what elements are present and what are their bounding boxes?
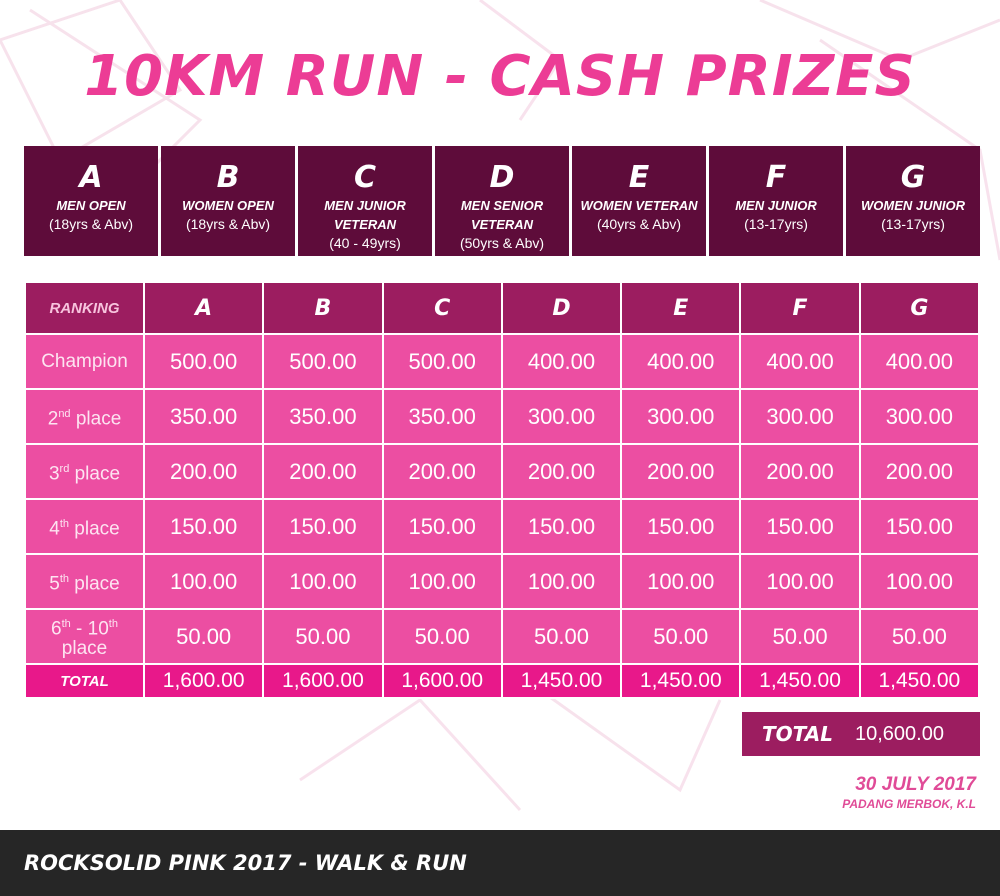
total-cell: 1,600.00: [144, 664, 263, 698]
prize-cell: 100.00: [263, 554, 382, 609]
prize-cell: 50.00: [860, 609, 979, 664]
category-age: (13-17yrs): [881, 216, 945, 232]
prize-cell: 350.00: [263, 389, 382, 444]
footer-bar: [0, 830, 1000, 896]
category-card: [161, 146, 295, 256]
prize-cell: 200.00: [144, 444, 263, 499]
table-row: [25, 444, 979, 499]
prize-cell: 400.00: [860, 334, 979, 389]
footer-text: ROCKSOLID PINK 2017 - WALK & RUN: [24, 851, 467, 875]
prize-cell: 100.00: [383, 554, 502, 609]
prize-cell: 500.00: [144, 334, 263, 389]
category-age: (18yrs & Abv): [185, 216, 271, 232]
category-name: MEN SENIOR VETERAN: [460, 198, 544, 232]
prize-cell: 100.00: [502, 554, 621, 609]
place-label: 3rd place: [25, 444, 144, 499]
prize-cell: 50.00: [144, 609, 263, 664]
prize-cell: 200.00: [502, 444, 621, 499]
prize-cell: 150.00: [860, 499, 979, 554]
category-age: (40yrs & Abv): [596, 216, 682, 232]
event-location: PADANG MERBOK, K.L: [842, 797, 976, 811]
table-row: [25, 334, 979, 389]
prize-cell: 400.00: [502, 334, 621, 389]
prize-cell: 50.00: [621, 609, 740, 664]
category-letter: B: [216, 160, 240, 195]
grand-total-label: TOTAL: [762, 722, 833, 746]
total-label: TOTAL: [25, 664, 144, 698]
category-card: [435, 146, 569, 256]
prize-cell: 100.00: [144, 554, 263, 609]
event-date: 30 JULY 2017: [855, 774, 976, 795]
category-age: (18yrs & Abv): [48, 216, 134, 232]
prize-cell: 200.00: [263, 444, 382, 499]
prize-cell: 350.00: [383, 389, 502, 444]
prize-cell: 500.00: [383, 334, 502, 389]
category-age: (40 - 49yrs): [329, 235, 401, 251]
total-cell: 1,450.00: [740, 664, 859, 698]
table-row: [25, 609, 979, 664]
prize-table: [24, 281, 980, 699]
category-age: (13-17yrs): [744, 216, 808, 232]
place-label: 5th place: [25, 554, 144, 609]
prize-cell: 50.00: [740, 609, 859, 664]
category-letter: D: [489, 160, 515, 195]
prize-cell: 100.00: [740, 554, 859, 609]
page-title: 10KM RUN - CASH PRIZES: [84, 44, 916, 109]
table-row: [25, 499, 979, 554]
category-name: WOMEN VETERAN: [580, 198, 698, 213]
prize-cell: 300.00: [740, 389, 859, 444]
category-name: MEN JUNIOR VETERAN: [324, 198, 406, 232]
prize-cell: 150.00: [740, 499, 859, 554]
category-letter: C: [353, 160, 377, 195]
prize-cell: 400.00: [621, 334, 740, 389]
prize-cell: 500.00: [263, 334, 382, 389]
category-legend: [24, 146, 980, 256]
column-header: G: [860, 282, 979, 334]
category-letter: F: [765, 160, 787, 195]
column-header: E: [621, 282, 740, 334]
total-cell: 1,450.00: [502, 664, 621, 698]
prize-cell: 150.00: [263, 499, 382, 554]
category-letter: E: [628, 160, 650, 195]
column-header: A: [144, 282, 263, 334]
total-cell: 1,450.00: [621, 664, 740, 698]
category-card: [24, 146, 158, 256]
place-label: Champion: [25, 334, 144, 389]
prize-cell: 150.00: [144, 499, 263, 554]
prize-cell: 50.00: [263, 609, 382, 664]
category-card: [572, 146, 706, 256]
column-header: B: [263, 282, 382, 334]
prize-cell: 200.00: [383, 444, 502, 499]
place-label: 2nd place: [25, 389, 144, 444]
prize-cell: 400.00: [740, 334, 859, 389]
prize-cell: 150.00: [621, 499, 740, 554]
table-row: [25, 389, 979, 444]
prize-cell: 300.00: [860, 389, 979, 444]
category-card: [846, 146, 980, 256]
category-name: WOMEN OPEN: [182, 198, 274, 213]
category-letter: A: [79, 160, 103, 195]
grand-total-box: [742, 712, 980, 756]
prize-cell: 100.00: [860, 554, 979, 609]
category-letter: G: [900, 160, 926, 195]
category-name: MEN OPEN: [56, 198, 126, 213]
column-header: F: [740, 282, 859, 334]
category-card: [298, 146, 432, 256]
grand-total-value: 10,600.00: [854, 722, 944, 745]
category-name: WOMEN JUNIOR: [861, 198, 965, 213]
table-row: [25, 554, 979, 609]
column-header: D: [502, 282, 621, 334]
prize-cell: 50.00: [502, 609, 621, 664]
category-age: (50yrs & Abv): [459, 235, 545, 251]
prize-cell: 300.00: [502, 389, 621, 444]
column-header: C: [383, 282, 502, 334]
prize-cell: 350.00: [144, 389, 263, 444]
prize-cell: 200.00: [860, 444, 979, 499]
category-card: [709, 146, 843, 256]
prize-cell: 150.00: [502, 499, 621, 554]
table-header-row: [25, 282, 979, 334]
category-name: MEN JUNIOR: [735, 198, 817, 213]
totals-row: [25, 664, 979, 698]
prize-cell: 200.00: [740, 444, 859, 499]
total-cell: 1,600.00: [263, 664, 382, 698]
prize-cell: 50.00: [383, 609, 502, 664]
place-label: 4th place: [25, 499, 144, 554]
prize-cell: 300.00: [621, 389, 740, 444]
event-info: [842, 774, 976, 812]
prize-cell: 200.00: [621, 444, 740, 499]
prize-cell: 100.00: [621, 554, 740, 609]
total-cell: 1,600.00: [383, 664, 502, 698]
ranking-header: RANKING: [25, 282, 144, 334]
place-label: 6th - 10th place: [25, 609, 144, 664]
prize-cell: 150.00: [383, 499, 502, 554]
total-cell: 1,450.00: [860, 664, 979, 698]
